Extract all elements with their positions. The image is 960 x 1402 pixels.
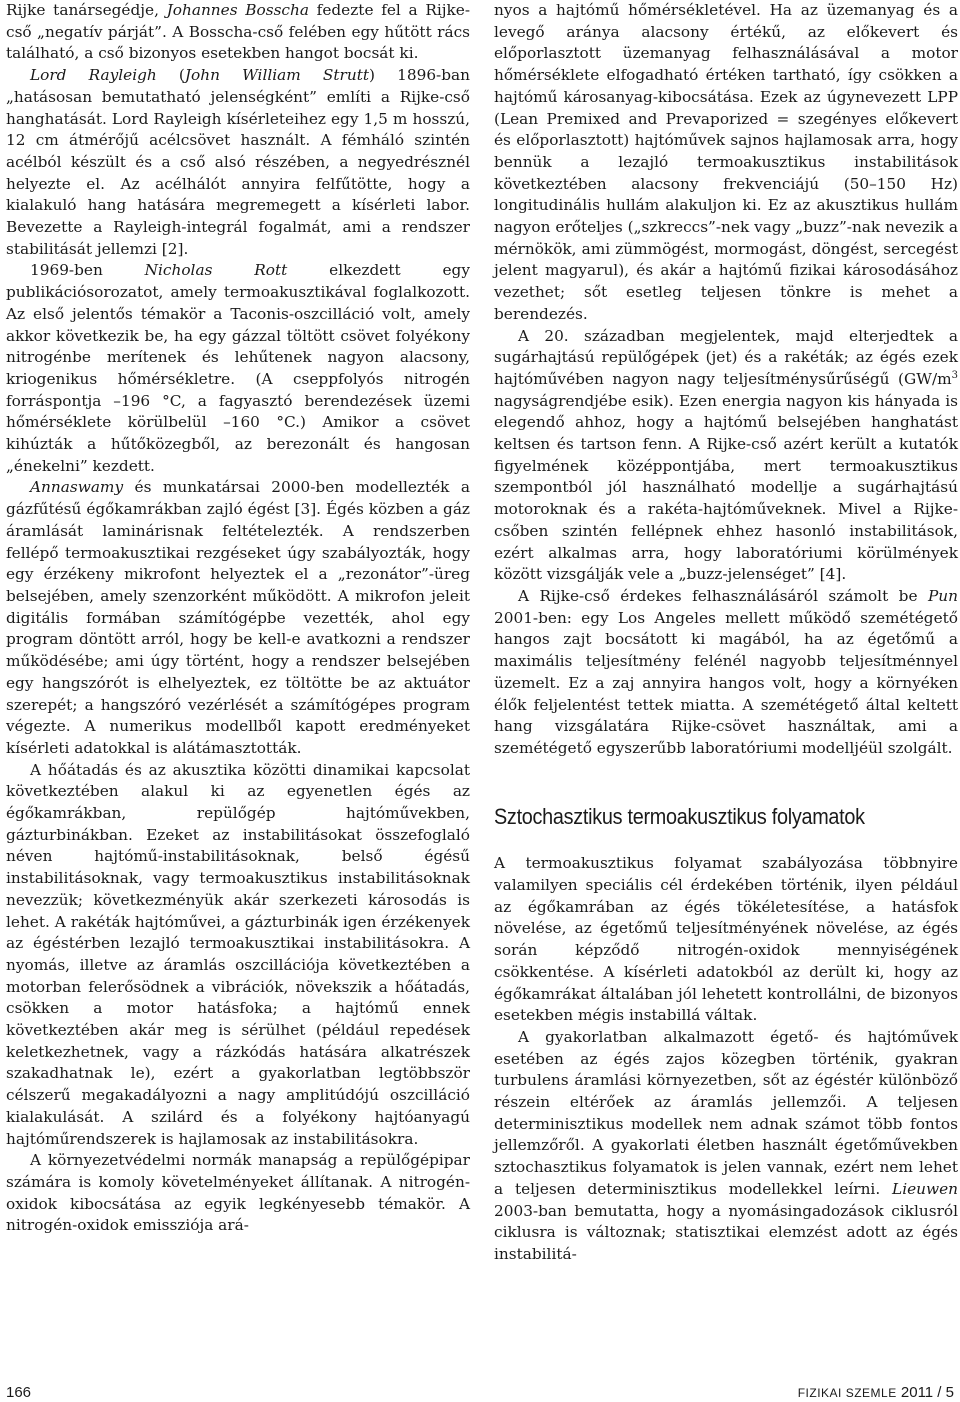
paragraph: A termoakusztikus folyamat szabályozása többnyire valamilyen speciális cél érdekében történik, ilyen például az égőkamrában az égés tökéletesítése, a hatásfok növelése, az égetőmű teljesítményének növelése, az égés során képződő nitrogén-oxidok mennyiségének csökkentése. A kísérleti adatokból az derült ki, hogy az égőkamrákat általában jól lehetett kontrollálni, de bizonyos esetekben mégis instabillá váltak. — [494, 854, 958, 1025]
paragraph — [494, 326, 958, 586]
page-number: 166 — [6, 1384, 32, 1401]
person-name: Lord Rayleigh — [30, 66, 157, 85]
paragraph: nyos a hajtómű hőmérsékletével. Ha az üzemanyag és a levegő aránya alacsony értékű, az előkevert és előporlasztott üzemanyag felhasználásával a motor hőmérséklete elfogadható értéken tartható, így csökken a hajtómű károsanyag-kibocsátása. Ezek az úgynevezett LPP (Lean Premixed and Prevaporized = szegényes előkevert és előporlasztott) hajtóművek sajnos hajlamosak arra, hogy bennük a lezajló termoakusztikus instabilitások következtében alacsony frekvenciájú (50–150 Hz) longitudinális hullám alakuljon ki. Ez az akusztikus hullám nagyon erőteljes („szkreccs”-nek vagy „buzz”-nak nevezik a mérnökök, ami zümmögést, mormogást, döngést, sercegést jelent magyarul), és akár a hajtómű fizikai károsodásához vezethet; sőt esetleg teljesen tönkre is mehet a berendezés. — [494, 1, 958, 323]
text: Rijke tanársegédje, — [6, 1, 167, 19]
text: 2003-ban bemutatta, hogy a nyomásingadozások ciklusról ciklusra is változnak; statisztikai elemzést adott az égés instabilitá- — [494, 1201, 958, 1263]
paragraph: A környezetvédelmi normák manapság a repülőgépipar számára is komoly követelményeket állítanak. A nitrogén-oxidok kibocsátása az egyik legkényesebb témakör. A nitrogén-oxidok emissziója ará- — [6, 1151, 470, 1235]
paragraph — [6, 477, 470, 759]
journal-issue: 2011 / 5 — [896, 1384, 954, 1401]
text: fedezte fel a Rijke-cső „negatív párját”. A Bosscha-cső felében egy hűtött rács található, a cső bizonyos esetekben hangot bocsát ki. — [6, 1, 470, 63]
text: és munkatársai 2000-ben modellezték a gázfűtésű égőkamrákban zajló égést [3]. Égés közben a gáz áramlását laminárisnak feltételezték. A rendszerben fellépő termoakusztikai rezgéseket úgy szabályozták, hogy egy érzékeny mikrofont helyeztek el a „rezonátor”-üreg belsejében, amely szenzorként működött. A mikrofon jeleit digitális formában számítógépbe vezették, ahol egy program döntött arról, hogy be kell-e avatkozni a rendszer működésébe; ami úgy történt, hogy a rendszer belsejében egy hangszórót is elhelyeztek, ez töltötte be az aktuátor szerepét; a hangszóró vezérlését a számítógépes program végezte. A numerikus modellből kapott eredményeket kísérleti adatokkal is alátámasztották. — [6, 478, 470, 757]
person-name: Lieuwen — [892, 1179, 958, 1198]
text: 1969-ben — [30, 261, 145, 280]
paragraph — [6, 65, 470, 260]
text: nagyságrendjébe esik). Ezen energia nagyon kis hányada is elegendő ahhoz, hogy a hajtómű belsejében hanghatást keltsen és tartson fenn. A Rijke-cső azért került a kutatók figyelmének középpontjába, mert termoakusztikus szempontból jól használható modellje a sugárhajtású motoroknak és a rakéta-hajtóműveknek. Mivel a Rijke-csőben szintén fellépnek ehhez hasonló instabilitások, ezért alkalmas arra, hogy laboratóriumi körülmények között vizsgálják vele a „buzz-jelenséget” [4]. — [494, 391, 958, 584]
text: ) 1896-ban „hatásosan bemutatható jelenségként” említi a Rijke-cső hanghatását. Lord Rayleigh kísérleteihez egy 1,5 m hosszú, 12 cm átmérőjű acélcsövet használt. A fémháló szintén acélból készült és a cső alsó részében, a negyedrésznél helyezte el. Az acélhálót annyira felfűtötte, hogy a kialakuló hang hatására megremegett a kísérleti labor. Bevezette a Rayleigh-integrál fogalmát, ami a rendszer stabilitását jellemzi [2]. — [6, 66, 470, 258]
paragraph — [6, 0, 470, 65]
person-name: Annaswamy — [30, 478, 124, 497]
text: A gyakorlatban alkalmazott égető- és hajtóművek esetében az égés zajos közegben történik, gyakran turbulens áramlási környezetben, sőt az égéstér különböző részein eltérőek az áramlás jellemzői. A teljesen determinisztikus modellek nem adnak számot több fontos jellemzőről. A gyakorlati életben használt égetőművekben sztochasztikus folyamatok is jelen vannak, ezért nem lehet a teljesen determinisztikus modellekkel leírni. — [494, 1027, 958, 1198]
section-heading: Sztochasztikus termoakusztikus folyamatok — [494, 803, 865, 829]
text: A 20. században megjelentek, majd elterjedtek a sugárhajtású repülőgépek (jet) és a rakéták; az égés ezek hajtóművében nagyon nagy teljesítménysűrűségű (GW/m — [494, 326, 958, 388]
journal-footer — [798, 1384, 954, 1401]
paragraph — [494, 1027, 958, 1266]
person-name: John William Strutt — [184, 66, 369, 85]
paragraph: A hőátadás és az akusztika közötti dinamikai kapcsolat következtében alakul ki az egyenetlen égés az égőkamrákban, repülőgép hajtóművekben, gázturbinákban. Ezeket az instabilitásokat összefoglaló néven hajtómű-instabilitásoknak, belső égésű instabilitásoknak, vagy termoakusztikus instabilitásoknak nevezzük; következményük akár szerkezeti károsodás is lehet. A rakéták hajtóművei, a gázturbinák igen érzékenyek az égéstérben lezajló termoakusztikai instabilitásokra. A nyomás, illetve az áramlás oszcillációja következtében a motorban felerősödnek a vibrációk, növekszik a hőátadás, csökken a motor hatásfoka; a hajtómű ennek következtében akár meg is sérülhet (például repedések keletkezhetnek, vagy a rázkódás hatására alkatrészek szakadhatnak le), ezért a gyakorlatban legtöbbször célszerű megakadályozni a nagy amplitúdójú oszcilláció kialakulását. A szilárd és a folyékony hajtóanyagú hajtóműrendszerek is hajlamosak az instabilitásokra. — [6, 760, 470, 1148]
text: elkezdett egy publikációsorozatot, amely termoakusztikával foglalkozott. Az első jelentős témakör a Taconis-oszcilláció volt, amely akkor következik be, ha egy gázzal töltött csövet folyékony nitrogénbe merítenek és lehűtenek nagyon alacsony, kriogenikus hőmérsékletre. (A cseppfolyós nitrogén forráspontja –196 °C, a fagyasztó berendezések üzemi hőmérséklete körülbelül –160 °C.) Amikor a csövet kihúzták a hűtőközegből, az berezonált és hangosan „énekelni” kezdett. — [6, 261, 470, 475]
person-name: Pun — [928, 586, 958, 605]
text: 2001-ben: egy Los Angeles mellett működő szemétégető hangos zajt bocsátott ki magából, ha az égetőmű a maximális teljesítmény felénél nagyobb teljesítménnyel üzemelt. Ez a zaj annyira hangos volt, hogy a környéken élők feljelentést tettek miatta. A szemétégető által keltett hang vizsgálatára Rijke-csövet használtak, ami a szemétégető egyszerűbb laboratóriumi modelljéül szolgált. — [494, 608, 958, 757]
text: A Rijke-cső érdekes felhasználásáról számolt be — [518, 586, 928, 605]
person-name: Nicholas Rott — [144, 261, 288, 280]
text: ( — [156, 66, 185, 85]
paragraph — [6, 260, 470, 477]
superscript: 3 — [951, 369, 958, 381]
paragraph — [494, 586, 958, 760]
right-column — [494, 0, 958, 1266]
journal-name: FIZIKAI SZEMLE — [797, 1386, 897, 1400]
person-name: Johannes Bosscha — [166, 1, 309, 19]
left-column — [6, 0, 470, 1237]
